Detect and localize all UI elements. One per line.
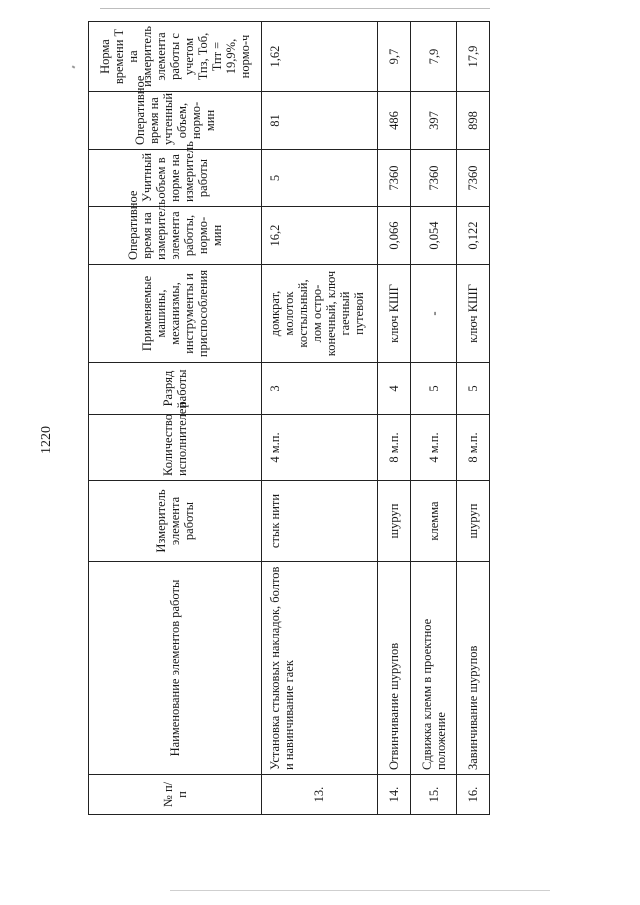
cell-tools: ключ КШГ [378,265,411,363]
cell-op-time-volume: 81 [261,92,377,150]
cell-meter: клемма [410,481,457,562]
header-norm-time: Норма времени Т на измеритель элемента работы с учетом Тпз, Тоб, Тпт = 19,9%, нормо-ч [89,22,262,92]
cell-name: Отвинчивание шурупов [378,562,411,775]
header-tools: Применяемые машины, механизмы, инструменты и приспособления [89,265,262,363]
cell-grade: 4 [378,363,411,415]
header-grade: Разряд работы [89,363,262,415]
header-op-time-volume: Оперативное время на учтенный объем, нормо-мин [89,92,262,150]
bottom-scan-rule [170,890,550,891]
cell-tools: ключ КШГ [457,265,490,363]
cell-workers: 8 м.п. [457,415,490,481]
cell-op-time-meter: 16,2 [261,207,377,265]
cell-name: Установка стыковых накладок, болтов и навинчивание гаек [261,562,377,775]
cell-volume: 7360 [457,150,490,207]
cell-name: Сдвижка клемм в проектное положение [410,562,457,775]
cell-op-time-meter: 0,122 [457,207,490,265]
cell-volume: 5 [261,150,377,207]
cell-norm-time: 17,9 [457,22,490,92]
cell-num: 15. [410,775,457,815]
cell-op-time-meter: 0,054 [410,207,457,265]
top-scan-rule [100,8,490,9]
cell-meter: шуруп [457,481,490,562]
cell-op-time-meter: 0,066 [378,207,411,265]
header-volume: Учитный объем в норме на измеритель работы [89,150,262,207]
cell-norm-time: 1,62 [261,22,377,92]
work-norms-table-container [88,26,490,815]
table-row [457,22,490,815]
header-meter: Измеритель элемента работы [89,481,262,562]
cell-num: 13. [261,775,377,815]
cell-num: 16. [457,775,490,815]
cell-workers: 8 м.п. [378,415,411,481]
cell-volume: 7360 [410,150,457,207]
work-norms-table [88,21,490,815]
cell-grade: 5 [457,363,490,415]
table-row [410,22,457,815]
table-row [261,22,377,815]
cell-norm-time: 7,9 [410,22,457,92]
cell-meter: стык нити [261,481,377,562]
table-row [378,22,411,815]
page-number: 1220 [39,426,54,454]
cell-meter: шуруп [378,481,411,562]
cell-num: 14. [378,775,411,815]
cell-grade: 3 [261,363,377,415]
cell-op-time-volume: 397 [410,92,457,150]
cell-tools: домкрат, молоток костыльный, лом остро-конечный, ключ гаечный путевой [261,265,377,363]
table-header-row [89,22,262,815]
cell-name: Завинчивание шурупов [457,562,490,775]
cell-volume: 7360 [378,150,411,207]
cell-workers: 4 м.п. [261,415,377,481]
cell-op-time-volume: 898 [457,92,490,150]
cell-workers: 4 м.п. [410,415,457,481]
scan-speck [72,65,76,68]
header-name: Наименование элементов работы [89,562,262,775]
header-workers: Количество исполнителей [89,415,262,481]
cell-grade: 5 [410,363,457,415]
header-op-time-meter: Оперативное время на измеритель элемента работы, нормо-мин [89,207,262,265]
header-num: № п/п [89,775,262,815]
cell-norm-time: 9,7 [378,22,411,92]
cell-op-time-volume: 486 [378,92,411,150]
cell-tools: - [410,265,457,363]
